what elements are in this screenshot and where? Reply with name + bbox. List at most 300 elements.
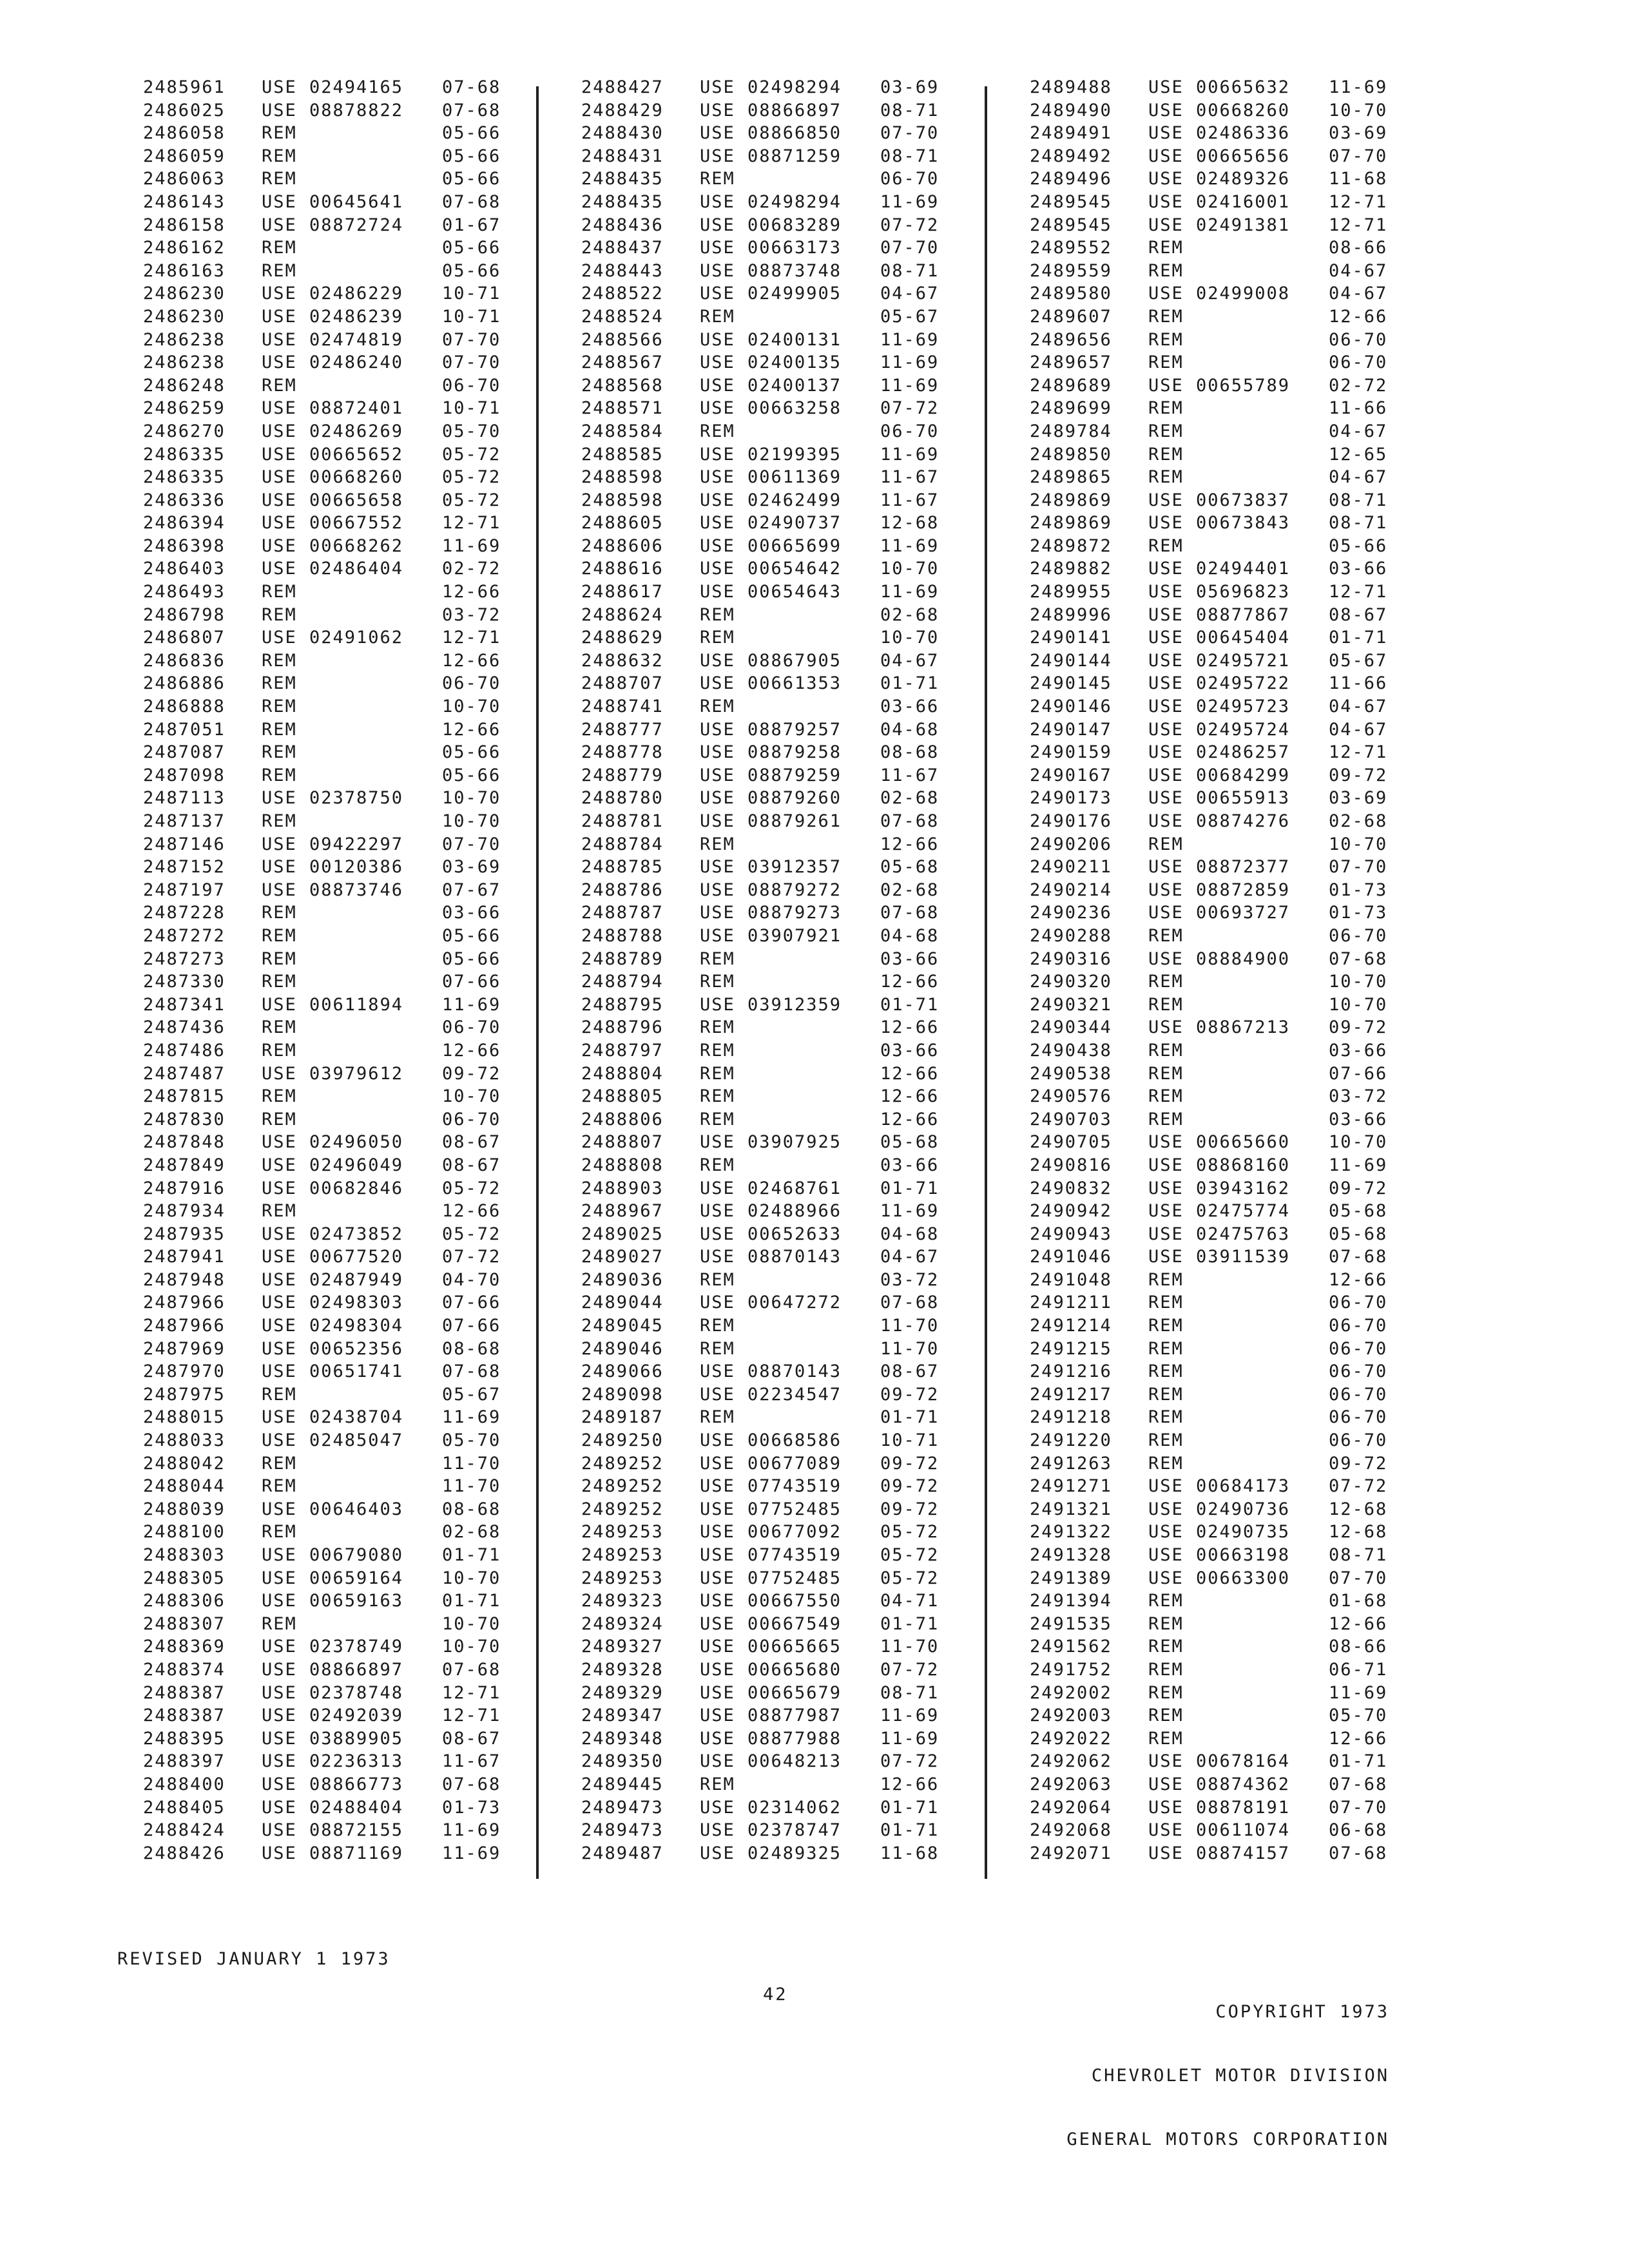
- replacement-part-number: 02400137: [747, 375, 842, 396]
- action-code: USE: [700, 1224, 735, 1244]
- action-code: USE: [700, 1637, 735, 1657]
- effective-date: 11-70: [442, 1476, 501, 1497]
- replacement-part-number: 02490736: [1196, 1499, 1291, 1519]
- action-code: USE: [700, 1476, 735, 1497]
- part-number: 2488741: [581, 697, 664, 717]
- effective-date: 11-69: [442, 994, 501, 1015]
- part-number: 2489869: [1030, 513, 1112, 533]
- action-code: USE: [700, 650, 735, 671]
- part-number: 2486259: [143, 398, 226, 419]
- action-code: USE: [1148, 1132, 1184, 1153]
- effective-date: 11-69: [880, 1201, 940, 1222]
- part-number: 2492063: [1030, 1774, 1112, 1794]
- effective-date: 05-66: [442, 146, 501, 166]
- action-code: USE: [700, 284, 735, 304]
- effective-date: 05-68: [1329, 1201, 1388, 1222]
- replacement-part-number: 00661353: [747, 673, 842, 694]
- effective-date: 01-71: [442, 1545, 501, 1565]
- part-number: 2486230: [143, 306, 226, 327]
- effective-date: 06-70: [1329, 1293, 1388, 1313]
- action-code: USE: [1148, 100, 1184, 120]
- part-number: 2490141: [1030, 628, 1112, 648]
- part-number: 2488780: [581, 788, 664, 809]
- action-code: USE: [700, 879, 735, 900]
- effective-date: 08-71: [880, 1682, 940, 1703]
- action-code: USE: [262, 1316, 297, 1336]
- part-number: 2488777: [581, 719, 664, 740]
- action-code: REM: [262, 123, 297, 144]
- effective-date: 08-71: [880, 100, 940, 120]
- action-code: USE: [700, 1132, 735, 1153]
- replacement-part-number: 02486240: [309, 352, 404, 373]
- part-number: 2487935: [143, 1224, 226, 1244]
- part-number: 2491271: [1030, 1476, 1112, 1497]
- part-number: 2490147: [1030, 719, 1112, 740]
- action-code: USE: [700, 857, 735, 878]
- effective-date: 04-67: [1329, 719, 1388, 740]
- effective-date: 12-66: [880, 834, 940, 854]
- action-code: USE: [1148, 604, 1184, 625]
- part-number: 2487975: [143, 1384, 226, 1405]
- replacement-part-number: 00679080: [309, 1545, 404, 1565]
- replacement-part-number: 02487949: [309, 1269, 404, 1290]
- part-number: 2488435: [581, 191, 664, 212]
- part-number: 2488430: [581, 123, 664, 144]
- action-code: USE: [1148, 1774, 1184, 1794]
- action-code: USE: [262, 1774, 297, 1794]
- effective-date: 12-66: [442, 582, 501, 602]
- action-code: USE: [262, 1293, 297, 1313]
- replacement-part-number: 00654643: [747, 582, 842, 602]
- replacement-part-number: 07743519: [747, 1476, 842, 1497]
- part-number: 2491328: [1030, 1545, 1112, 1565]
- action-code: REM: [700, 604, 735, 625]
- part-number: 2487272: [143, 925, 226, 946]
- action-code: USE: [262, 513, 297, 533]
- part-number: 2489250: [581, 1430, 664, 1451]
- replacement-part-number: 02468761: [747, 1178, 842, 1198]
- part-number: 2489445: [581, 1774, 664, 1794]
- part-number: 2489689: [1030, 375, 1112, 396]
- replacement-part-number: 02489326: [1196, 169, 1291, 189]
- part-number: 2488436: [581, 215, 664, 235]
- action-code: USE: [262, 398, 297, 419]
- part-number: 2488707: [581, 673, 664, 694]
- part-number: 2490703: [1030, 1109, 1112, 1129]
- action-code: USE: [262, 628, 297, 648]
- effective-date: 07-66: [1329, 1063, 1388, 1084]
- action-code: USE: [1148, 123, 1184, 144]
- effective-date: 07-70: [1329, 1568, 1388, 1588]
- action-code: REM: [1148, 329, 1184, 350]
- part-number: 2487849: [143, 1155, 226, 1175]
- replacement-part-number: 02486336: [1196, 123, 1291, 144]
- part-number: 2489347: [581, 1706, 664, 1726]
- action-code: REM: [700, 1109, 735, 1129]
- effective-date: 04-67: [880, 1247, 940, 1267]
- effective-date: 07-72: [880, 1751, 940, 1772]
- replacement-part-number: 08866897: [747, 100, 842, 120]
- effective-date: 04-67: [1329, 421, 1388, 441]
- effective-date: 03-69: [1329, 788, 1388, 809]
- part-number: 2486025: [143, 100, 226, 120]
- part-number: 2491214: [1030, 1316, 1112, 1336]
- part-number: 2488307: [143, 1613, 226, 1634]
- action-code: USE: [700, 903, 735, 923]
- part-number: 2488568: [581, 375, 664, 396]
- effective-date: 02-68: [880, 879, 940, 900]
- effective-date: 01-67: [442, 215, 501, 235]
- effective-date: 08-68: [442, 1338, 501, 1359]
- action-code: USE: [262, 1728, 297, 1749]
- action-code: USE: [262, 1568, 297, 1588]
- effective-date: 02-68: [442, 1522, 501, 1542]
- effective-date: 11-69: [1329, 1155, 1388, 1175]
- replacement-part-number: 02491062: [309, 628, 404, 648]
- effective-date: 09-72: [1329, 1453, 1388, 1474]
- part-number: 2487970: [143, 1361, 226, 1382]
- action-code: REM: [262, 811, 297, 831]
- action-code: USE: [700, 238, 735, 258]
- action-code: USE: [700, 673, 735, 694]
- effective-date: 12-66: [880, 972, 940, 992]
- replacement-part-number: 08868160: [1196, 1155, 1291, 1175]
- action-code: USE: [700, 215, 735, 235]
- part-number: 2492062: [1030, 1751, 1112, 1772]
- effective-date: 11-67: [880, 490, 940, 510]
- part-number: 2489252: [581, 1453, 664, 1474]
- part-number: 2488443: [581, 260, 664, 281]
- action-code: REM: [700, 1407, 735, 1428]
- part-number: 2492071: [1030, 1843, 1112, 1863]
- effective-date: 07-67: [442, 879, 501, 900]
- effective-date: 11-69: [442, 1407, 501, 1428]
- action-code: REM: [262, 582, 297, 602]
- effective-date: 07-66: [442, 1316, 501, 1336]
- part-number: 2491217: [1030, 1384, 1112, 1405]
- effective-date: 12-66: [880, 1063, 940, 1084]
- replacement-part-number: 02490735: [1196, 1522, 1291, 1542]
- action-code: REM: [700, 1774, 735, 1794]
- effective-date: 09-72: [442, 1063, 501, 1084]
- effective-date: 11-67: [442, 1751, 501, 1772]
- effective-date: 08-67: [880, 1361, 940, 1382]
- part-number: 2490236: [1030, 903, 1112, 923]
- action-code: USE: [262, 77, 297, 97]
- action-code: REM: [700, 972, 735, 992]
- part-number: 2487487: [143, 1063, 226, 1084]
- action-code: USE: [700, 467, 735, 488]
- replacement-part-number: 02486404: [309, 559, 404, 579]
- action-code: REM: [700, 169, 735, 189]
- replacement-part-number: 00668260: [309, 467, 404, 488]
- part-number: 2491394: [1030, 1591, 1112, 1611]
- part-number: 2489473: [581, 1820, 664, 1841]
- effective-date: 07-70: [1329, 857, 1388, 878]
- effective-date: 11-69: [880, 352, 940, 373]
- action-code: USE: [1148, 673, 1184, 694]
- replacement-part-number: 08877987: [747, 1706, 842, 1726]
- replacement-part-number: 08872859: [1196, 879, 1291, 900]
- part-number: 2488796: [581, 1017, 664, 1038]
- replacement-part-number: 00663198: [1196, 1545, 1291, 1565]
- part-number: 2488039: [143, 1499, 226, 1519]
- effective-date: 01-73: [1329, 903, 1388, 923]
- replacement-part-number: 00663300: [1196, 1568, 1291, 1588]
- replacement-part-number: 00611894: [309, 994, 404, 1015]
- action-code: REM: [262, 1453, 297, 1474]
- replacement-part-number: 02199395: [747, 444, 842, 465]
- part-number: 2491321: [1030, 1499, 1112, 1519]
- effective-date: 04-68: [880, 925, 940, 946]
- action-code: REM: [1148, 1682, 1184, 1703]
- effective-date: 07-68: [442, 1659, 501, 1680]
- part-number: 2489324: [581, 1613, 664, 1634]
- replacement-part-number: 03943162: [1196, 1178, 1291, 1198]
- replacement-part-number: 07743519: [747, 1545, 842, 1565]
- action-code: USE: [1148, 146, 1184, 166]
- effective-date: 07-70: [880, 238, 940, 258]
- action-code: USE: [1148, 1247, 1184, 1267]
- replacement-part-number: 08879258: [747, 742, 842, 763]
- part-number: 2490832: [1030, 1178, 1112, 1198]
- action-code: REM: [262, 719, 297, 740]
- effective-date: 06-70: [442, 673, 501, 694]
- part-number: 2488784: [581, 834, 664, 854]
- action-code: USE: [262, 1545, 297, 1565]
- replacement-part-number: 02492039: [309, 1706, 404, 1726]
- part-number: 2488781: [581, 811, 664, 831]
- part-number: 2490538: [1030, 1063, 1112, 1084]
- action-code: REM: [1148, 352, 1184, 373]
- effective-date: 03-66: [880, 1040, 940, 1061]
- effective-date: 12-71: [1329, 215, 1388, 235]
- replacement-part-number: 08878822: [309, 100, 404, 120]
- action-code: USE: [1148, 215, 1184, 235]
- action-code: REM: [1148, 1706, 1184, 1726]
- action-code: REM: [700, 1086, 735, 1107]
- replacement-part-number: 00665679: [747, 1682, 842, 1703]
- replacement-part-number: 00682846: [309, 1178, 404, 1198]
- replacement-part-number: 08866850: [747, 123, 842, 144]
- effective-date: 11-69: [880, 375, 940, 396]
- part-number: 2488598: [581, 490, 664, 510]
- replacement-part-number: 08871169: [309, 1843, 404, 1863]
- part-number: 2487330: [143, 972, 226, 992]
- action-code: USE: [700, 1361, 735, 1382]
- replacement-part-number: 00684299: [1196, 765, 1291, 785]
- part-number: 2489545: [1030, 191, 1112, 212]
- action-code: REM: [262, 1201, 297, 1222]
- replacement-part-number: 02499905: [747, 284, 842, 304]
- replacement-part-number: 02475763: [1196, 1224, 1291, 1244]
- effective-date: 07-68: [880, 811, 940, 831]
- effective-date: 11-69: [442, 535, 501, 556]
- part-number: 2486059: [143, 146, 226, 166]
- effective-date: 08-71: [880, 260, 940, 281]
- part-number: 2489607: [1030, 306, 1112, 327]
- action-code: REM: [262, 146, 297, 166]
- action-code: USE: [262, 1155, 297, 1175]
- part-number: 2490146: [1030, 697, 1112, 717]
- part-number: 2488426: [143, 1843, 226, 1863]
- part-number: 2488042: [143, 1453, 226, 1474]
- part-number: 2488807: [581, 1132, 664, 1153]
- effective-date: 01-73: [442, 1797, 501, 1818]
- effective-date: 07-68: [442, 1361, 501, 1382]
- effective-date: 01-71: [880, 1178, 940, 1198]
- part-number: 2488044: [143, 1476, 226, 1497]
- effective-date: 05-68: [880, 857, 940, 878]
- action-code: USE: [262, 879, 297, 900]
- replacement-part-number: 02438704: [309, 1407, 404, 1428]
- effective-date: 11-66: [1329, 673, 1388, 694]
- effective-date: 08-71: [1329, 490, 1388, 510]
- action-code: REM: [1148, 535, 1184, 556]
- effective-date: 07-70: [442, 329, 501, 350]
- action-code: REM: [1148, 1063, 1184, 1084]
- replacement-part-number: 02378748: [309, 1682, 404, 1703]
- part-number: 2491046: [1030, 1247, 1112, 1267]
- part-number: 2489045: [581, 1316, 664, 1336]
- part-number: 2488632: [581, 650, 664, 671]
- effective-date: 06-70: [442, 1017, 501, 1038]
- action-code: USE: [700, 788, 735, 809]
- effective-date: 11-69: [880, 1728, 940, 1749]
- part-number: 2488437: [581, 238, 664, 258]
- effective-date: 01-71: [880, 1820, 940, 1841]
- effective-date: 11-70: [880, 1338, 940, 1359]
- action-code: REM: [1148, 1659, 1184, 1680]
- part-number: 2487830: [143, 1109, 226, 1129]
- effective-date: 01-71: [1329, 1751, 1388, 1772]
- replacement-part-number: 00652633: [747, 1224, 842, 1244]
- replacement-part-number: 02494401: [1196, 559, 1291, 579]
- action-code: USE: [1148, 513, 1184, 533]
- replacement-part-number: 02416001: [1196, 191, 1291, 212]
- effective-date: 08-68: [880, 742, 940, 763]
- action-code: USE: [700, 1453, 735, 1474]
- effective-date: 02-72: [1329, 375, 1388, 396]
- action-code: USE: [262, 1499, 297, 1519]
- part-number: 2492002: [1030, 1682, 1112, 1703]
- replacement-part-number: 00645641: [309, 191, 404, 212]
- effective-date: 03-66: [880, 1155, 940, 1175]
- part-number: 2488567: [581, 352, 664, 373]
- replacement-part-number: 02498294: [747, 191, 842, 212]
- part-number: 2490705: [1030, 1132, 1112, 1153]
- effective-date: 05-72: [442, 1224, 501, 1244]
- action-code: USE: [262, 559, 297, 579]
- effective-date: 07-68: [442, 191, 501, 212]
- part-number: 2486493: [143, 582, 226, 602]
- replacement-part-number: 02495722: [1196, 673, 1291, 694]
- replacement-part-number: 08874157: [1196, 1843, 1291, 1863]
- replacement-part-number: 02486257: [1196, 742, 1291, 763]
- action-code: REM: [262, 1613, 297, 1634]
- revised-date: REVISED JANUARY 1 1973: [117, 1949, 390, 1969]
- effective-date: 09-72: [880, 1499, 940, 1519]
- effective-date: 10-70: [1329, 972, 1388, 992]
- effective-date: 06-70: [880, 169, 940, 189]
- action-code: USE: [262, 421, 297, 441]
- action-code: USE: [262, 490, 297, 510]
- replacement-part-number: 00693727: [1196, 903, 1291, 923]
- effective-date: 03-66: [880, 948, 940, 969]
- part-number: 2488435: [581, 169, 664, 189]
- replacement-part-number: 08872155: [309, 1820, 404, 1841]
- effective-date: 05-66: [442, 742, 501, 763]
- replacement-part-number: 03979612: [309, 1063, 404, 1084]
- effective-date: 12-66: [442, 1201, 501, 1222]
- part-number: 2487146: [143, 834, 226, 854]
- effective-date: 08-67: [442, 1728, 501, 1749]
- action-code: USE: [700, 1247, 735, 1267]
- action-code: REM: [1148, 1637, 1184, 1657]
- action-code: USE: [1148, 879, 1184, 900]
- copyright-block: [1066, 1959, 1389, 2171]
- effective-date: 07-66: [442, 1293, 501, 1313]
- action-code: REM: [1148, 1613, 1184, 1634]
- effective-date: 12-71: [1329, 582, 1388, 602]
- part-number: 2486163: [143, 260, 226, 281]
- action-code: USE: [700, 1293, 735, 1313]
- part-number: 2488405: [143, 1797, 226, 1818]
- part-number: 2490942: [1030, 1201, 1112, 1222]
- action-code: USE: [262, 1797, 297, 1818]
- effective-date: 06-70: [1329, 925, 1388, 946]
- effective-date: 12-71: [442, 513, 501, 533]
- effective-date: 09-72: [880, 1384, 940, 1405]
- effective-date: 12-71: [1329, 742, 1388, 763]
- replacement-part-number: 08884900: [1196, 948, 1291, 969]
- effective-date: 05-66: [442, 123, 501, 144]
- action-code: USE: [700, 1728, 735, 1749]
- part-number: 2488806: [581, 1109, 664, 1129]
- effective-date: 01-71: [880, 1797, 940, 1818]
- replacement-part-number: 00654642: [747, 559, 842, 579]
- effective-date: 12-71: [442, 1706, 501, 1726]
- part-number: 2488779: [581, 765, 664, 785]
- replacement-part-number: 07752485: [747, 1568, 842, 1588]
- part-number: 2487051: [143, 719, 226, 740]
- action-code: REM: [700, 1316, 735, 1336]
- replacement-part-number: 02234547: [747, 1384, 842, 1405]
- part-number: 2490159: [1030, 742, 1112, 763]
- part-number: 2487969: [143, 1338, 226, 1359]
- effective-date: 04-67: [880, 284, 940, 304]
- part-number: 2486394: [143, 513, 226, 533]
- action-code: REM: [1148, 1316, 1184, 1336]
- part-number: 2488429: [581, 100, 664, 120]
- action-code: REM: [262, 765, 297, 785]
- effective-date: 08-68: [442, 1499, 501, 1519]
- effective-date: 01-71: [880, 994, 940, 1015]
- action-code: REM: [1148, 467, 1184, 488]
- effective-date: 12-66: [880, 1774, 940, 1794]
- replacement-part-number: 08879259: [747, 765, 842, 785]
- action-code: REM: [700, 1017, 735, 1038]
- part-number: 2491562: [1030, 1637, 1112, 1657]
- action-code: USE: [700, 329, 735, 350]
- effective-date: 12-65: [1329, 444, 1388, 465]
- action-code: USE: [700, 146, 735, 166]
- effective-date: 08-67: [442, 1155, 501, 1175]
- action-code: USE: [700, 765, 735, 785]
- action-code: REM: [1148, 1407, 1184, 1428]
- effective-date: 07-70: [1329, 1797, 1388, 1818]
- part-number: 2490816: [1030, 1155, 1112, 1175]
